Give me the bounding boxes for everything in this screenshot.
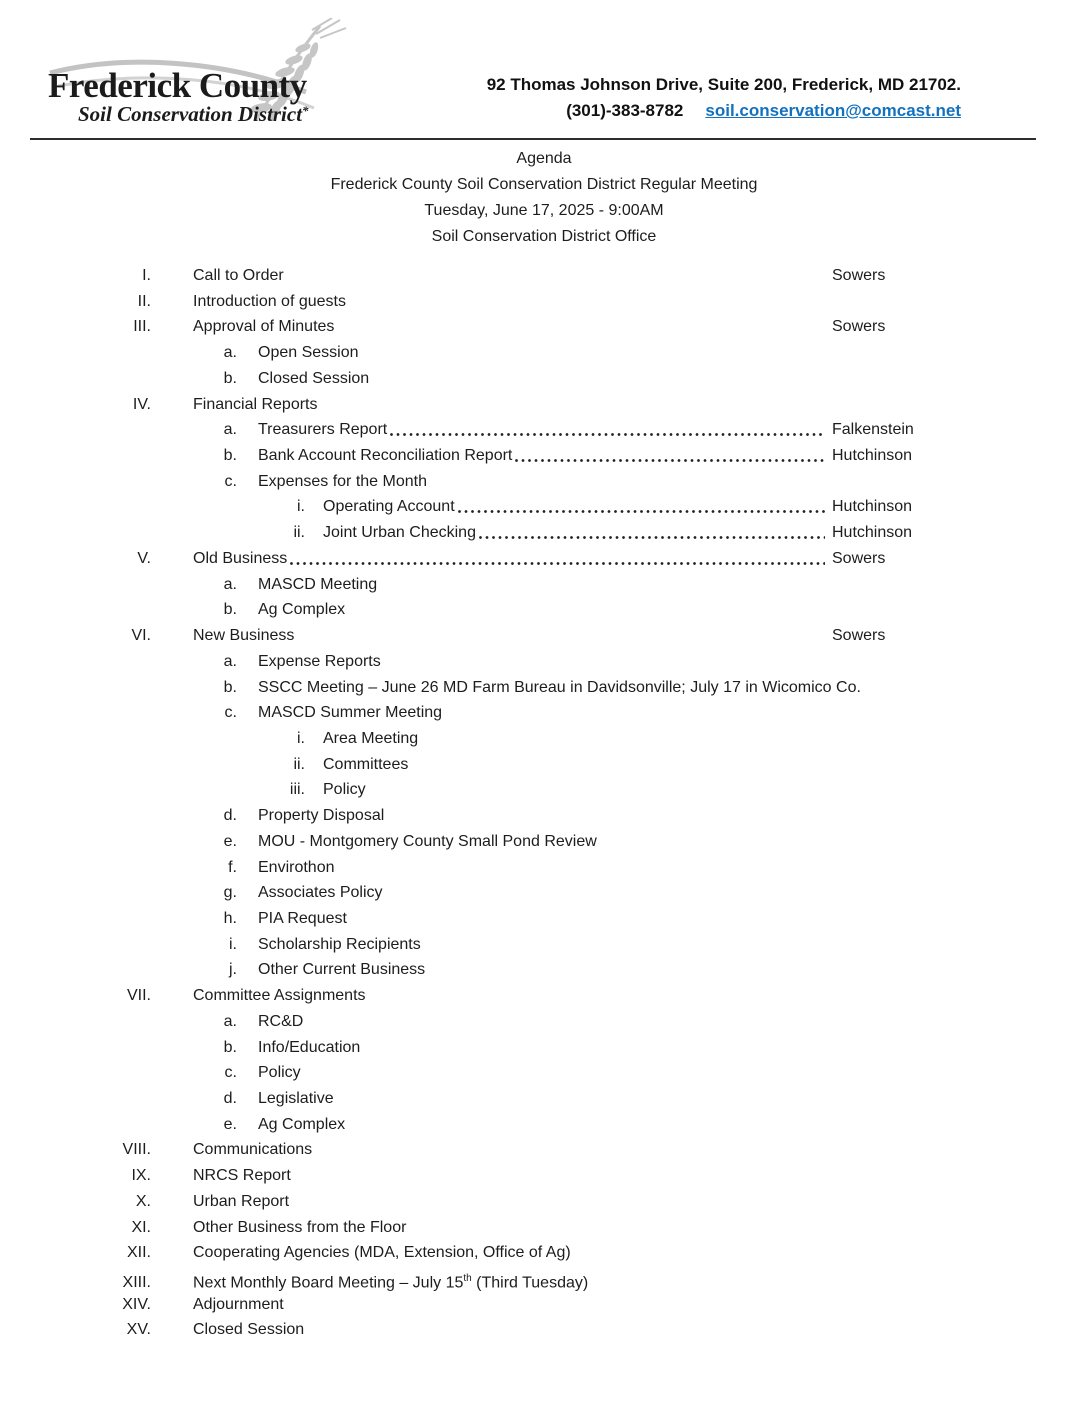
agenda-row	[0, 726, 1035, 752]
item-number: VIII.	[122, 1141, 151, 1159]
item-number: b.	[223, 447, 237, 465]
agenda-row	[0, 417, 1035, 443]
item-label: Cooperating Agencies (MDA, Extension, Office of Ag)	[193, 1244, 571, 1262]
item-label: Call to Order	[193, 267, 284, 284]
agenda-row	[0, 1086, 1035, 1112]
agenda-row	[0, 1189, 1035, 1215]
item-number: I.	[142, 267, 151, 284]
item-number: c.	[224, 1064, 237, 1082]
agenda-row	[0, 1266, 1035, 1292]
item-label: Policy	[323, 781, 366, 799]
item-label: Policy	[258, 1064, 301, 1082]
item-number: a.	[223, 652, 237, 670]
item-label: RC&D	[258, 1012, 304, 1030]
item-number: b.	[223, 369, 237, 387]
item-number: XII.	[126, 1244, 151, 1262]
item-number: i.	[297, 729, 305, 747]
item-number: X.	[135, 1192, 151, 1210]
item-number: f.	[228, 858, 237, 876]
item-number: e.	[223, 832, 237, 850]
item-number: iii.	[289, 781, 305, 799]
item-number: i.	[297, 498, 305, 516]
item-number: i.	[229, 935, 237, 953]
agenda-row	[0, 623, 1035, 649]
item-number: IX.	[131, 1167, 151, 1185]
agenda-row	[0, 1009, 1035, 1035]
logo-subtitle: Soil Conservation District*	[78, 102, 309, 126]
agenda-row	[0, 572, 1035, 598]
item-label: Operating Account	[323, 498, 455, 516]
item-label: Financial Reports	[193, 395, 318, 413]
item-number: XIII.	[122, 1274, 151, 1292]
agenda-row	[0, 1163, 1035, 1189]
presenter-name: Sowers	[832, 549, 886, 567]
item-label: MOU - Montgomery County Small Pond Review	[258, 832, 597, 850]
address-line: 92 Thomas Johnson Drive, Suite 200, Frederick, MD 21702.	[486, 75, 961, 94]
agenda-row	[0, 1317, 1035, 1343]
agenda-row	[0, 392, 1035, 418]
agenda-row	[0, 443, 1035, 469]
phone-number: (301)-383-8782	[566, 101, 684, 120]
agenda-list	[0, 263, 1035, 1343]
doc-title: Agenda	[516, 150, 572, 167]
item-number: a.	[223, 575, 237, 593]
title-block	[0, 146, 1088, 250]
item-number: b.	[223, 678, 237, 696]
presenter-name: Sowers	[832, 318, 886, 336]
agenda-row	[0, 520, 1035, 546]
item-label: Other Business from the Floor	[193, 1218, 407, 1236]
dot-leader	[290, 562, 825, 565]
item-label: Next Monthly Board Meeting – July 15th (Third Tuesday)	[193, 1273, 589, 1292]
item-number: d.	[223, 1090, 237, 1107]
agenda-row	[0, 700, 1035, 726]
ordinal-suffix: th	[463, 1273, 472, 1285]
item-label: Committee Assignments	[193, 987, 366, 1005]
district-logo	[48, 18, 348, 136]
presenter-name: Hutchinson	[832, 498, 913, 516]
item-label: Envirothon	[258, 858, 335, 876]
item-number: IV.	[132, 395, 151, 413]
item-number: XI.	[131, 1218, 151, 1236]
agenda-row	[0, 675, 1035, 701]
item-label: Closed Session	[193, 1321, 305, 1339]
item-label: Legislative	[258, 1090, 334, 1107]
item-label: MASCD Meeting	[258, 575, 378, 593]
agenda-row	[0, 932, 1035, 958]
item-number: VI.	[131, 627, 151, 645]
agenda-row	[0, 1112, 1035, 1138]
item-label: Open Session	[258, 344, 359, 362]
item-label: Property Disposal	[258, 807, 385, 825]
contact-block	[487, 72, 961, 124]
item-label: MASCD Summer Meeting	[258, 704, 443, 722]
item-number: VII.	[126, 987, 151, 1005]
agenda-row	[0, 546, 1035, 572]
item-label: Approval of Minutes	[193, 318, 335, 336]
item-number: III.	[133, 318, 151, 336]
item-label: SSCC Meeting – June 26 MD Farm Bureau in Davidsonville; July 17 in Wicomico Co.	[258, 678, 861, 696]
item-number: a.	[223, 1012, 237, 1030]
item-label: Area Meeting	[323, 729, 419, 747]
agenda-row	[0, 880, 1035, 906]
item-label: Associates Policy	[258, 884, 383, 902]
item-number: d.	[223, 807, 237, 825]
email-link[interactable]: soil.conservation@comcast.net	[705, 101, 961, 120]
item-number: II.	[137, 292, 151, 310]
item-number: XIV.	[122, 1295, 151, 1313]
item-number: XV.	[126, 1321, 151, 1339]
item-label: Adjournment	[193, 1295, 284, 1313]
presenter-name: Hutchinson	[832, 447, 913, 465]
item-label: Joint Urban Checking	[323, 524, 476, 542]
presenter-name: Sowers	[832, 267, 886, 284]
header-divider	[30, 138, 1036, 140]
presenter-name: Sowers	[832, 627, 886, 645]
agenda-row	[0, 366, 1035, 392]
item-number: c.	[224, 472, 237, 490]
agenda-row	[0, 855, 1035, 881]
agenda-row	[0, 829, 1035, 855]
meeting-name: Frederick County Soil Conservation District Regular Meeting	[330, 176, 758, 193]
meeting-datetime: Tuesday, June 17, 2025 - 9:00AM	[424, 202, 664, 219]
item-label: Introduction of guests	[193, 292, 346, 310]
meeting-location: Soil Conservation District Office	[431, 228, 657, 245]
agenda-row	[0, 340, 1035, 366]
dot-leader	[515, 459, 825, 462]
item-number: ii.	[293, 755, 305, 773]
item-label: Scholarship Recipients	[258, 935, 421, 953]
item-label: New Business	[193, 627, 295, 645]
agenda-row	[0, 1137, 1035, 1163]
item-label: Old Business	[193, 549, 288, 567]
agenda-row	[0, 1215, 1035, 1241]
item-label: PIA Request	[258, 909, 347, 927]
item-label: Ag Complex	[258, 1115, 346, 1133]
agenda-row	[0, 289, 1035, 315]
dot-leader	[390, 433, 825, 436]
item-label: Treasurers Report	[258, 421, 388, 439]
logo-trademark: *	[302, 103, 309, 118]
item-number: j.	[229, 961, 237, 979]
item-number: g.	[223, 884, 237, 902]
agenda-row	[0, 957, 1035, 983]
item-label: Expense Reports	[258, 652, 381, 670]
agenda-row	[0, 803, 1035, 829]
logo-title: Frederick County	[48, 66, 307, 105]
item-label: Expenses for the Month	[258, 472, 427, 490]
agenda-row	[0, 494, 1035, 520]
agenda-row	[0, 777, 1035, 803]
agenda-row	[0, 314, 1035, 340]
item-number: b.	[223, 1038, 237, 1056]
item-number: h.	[223, 909, 237, 927]
item-label: Closed Session	[258, 369, 370, 387]
item-label: Bank Account Reconciliation Report	[258, 447, 513, 465]
item-label: Other Current Business	[258, 961, 426, 979]
agenda-row	[0, 597, 1035, 623]
item-number: ii.	[293, 524, 305, 542]
logo-text	[48, 18, 348, 127]
item-number: V.	[137, 549, 151, 567]
item-number: a.	[223, 344, 237, 362]
phone-email-line	[487, 98, 961, 124]
agenda-row	[0, 752, 1035, 778]
agenda-row	[0, 1060, 1035, 1086]
item-label: Ag Complex	[258, 601, 346, 619]
item-label: Urban Report	[193, 1192, 290, 1210]
agenda-row	[0, 1240, 1035, 1266]
item-label: Info/Education	[258, 1038, 361, 1056]
item-label: Committees	[323, 755, 409, 773]
item-number: b.	[223, 601, 237, 619]
item-number: a.	[223, 421, 237, 439]
item-label: NRCS Report	[193, 1167, 291, 1185]
agenda-row	[0, 1035, 1035, 1061]
agenda-row	[0, 263, 1035, 289]
item-label: Communications	[193, 1141, 313, 1159]
item-number: c.	[224, 704, 237, 722]
agenda-row	[0, 906, 1035, 932]
agenda-row	[0, 649, 1035, 675]
dot-leader	[458, 510, 825, 513]
presenter-name: Hutchinson	[832, 524, 913, 542]
presenter-name: Falkenstein	[832, 421, 914, 439]
dot-leader	[479, 536, 825, 539]
item-number: e.	[223, 1115, 237, 1133]
agenda-row	[0, 469, 1035, 495]
agenda-row	[0, 983, 1035, 1009]
